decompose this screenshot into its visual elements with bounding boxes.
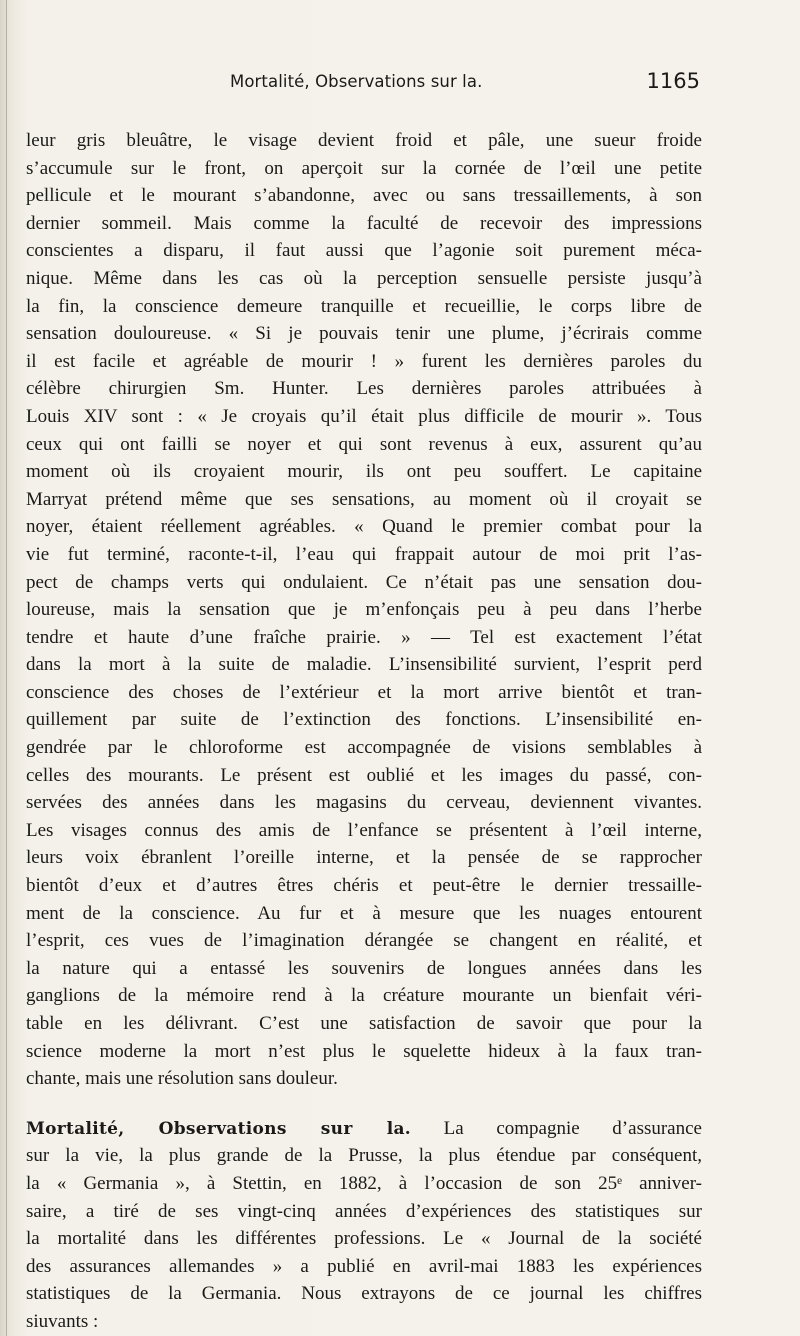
- text-line: dernier sommeil. Mais comme la faculté de recevoir des impressions: [26, 212, 702, 234]
- text-line: pect de champs verts qui ondulaient. Ce n’était pas une sensation dou-: [26, 571, 702, 593]
- text-line: vie fut terminé, raconte-t-il, l’eau qui frappait autour de moi prit l’as-: [26, 543, 702, 565]
- text-line: tendre et haute d’une fraîche prairie. » — Tel est exactement l’état: [26, 626, 702, 648]
- text-line: servées des années dans les magasins du cerveau, deviennent vivantes.: [26, 792, 702, 814]
- text-line: science moderne la mort n’est plus le squelette hideux à la faux tran-: [26, 1040, 702, 1062]
- text-line: la nature qui a entassé les souvenirs de longues années dans les: [26, 957, 702, 979]
- text-line: ceux qui ont failli se noyer et qui sont revenus à eux, assurent qu’au: [26, 433, 702, 455]
- text-line: leur gris bleuâtre, le visage devient froid et pâle, une sueur froide: [26, 130, 702, 151]
- body-text: [26, 127, 702, 1336]
- text-line: s’accumule sur le front, on aperçoit sur la cornée de l’œil une petite: [26, 157, 702, 179]
- text-line: l’esprit, ces vues de l’imagination dérangée se changent en réalité, et: [26, 930, 702, 952]
- text-line: conscientes a disparu, il faut aussi que l’agonie soit purement méca-: [26, 240, 702, 262]
- text-line: leurs voix ébranlent l’oreille interne, et la pensée de se rapprocher: [26, 847, 702, 869]
- text-line: conscience des choses de l’extérieur et la mort arrive bientôt et tran-: [26, 681, 702, 703]
- text-line: bientôt d’eux et d’autres êtres chéris et peut-être le dernier tressaille-: [26, 875, 702, 897]
- text-line: loureuse, mais la sensation que je m’enfonçais peu à peu dans l’herbe: [26, 599, 702, 621]
- text-line: sur la vie, la plus grande de la Prusse, la plus étendue par conséquent,: [26, 1145, 702, 1167]
- text-line: dans la mort à la suite de maladie. L’insensibilité survient, l’esprit perd: [26, 654, 702, 676]
- text-line: Les visages connus des amis de l’enfance se présentent à l’œil interne,: [26, 819, 702, 841]
- entry-first-line-text: La compagnie d’assurance: [411, 1117, 702, 1139]
- running-head: Mortalité, Observations sur la.: [230, 72, 483, 91]
- text-line: noyer, étaient réellement agréables. « Quand le premier combat pour la: [26, 516, 702, 538]
- paragraph-agonie: [26, 127, 702, 1093]
- paragraph-mortalite: [26, 1115, 702, 1336]
- text-line: Louis XIV sont : « Je croyais qu’il était plus difficile de mourir ». Tous: [26, 405, 702, 427]
- text-line: il est facile et agréable de mourir ! » furent les dernières paroles du: [26, 350, 702, 372]
- text-line: célèbre chirurgien Sm. Hunter. Les dernières paroles attribuées à: [26, 378, 702, 400]
- text-line: gendrée par le chloroforme est accompagnée de visions semblables à: [26, 737, 702, 759]
- text-line: ganglions de la mémoire rend à la créature mourante un bienfait véri-: [26, 985, 702, 1007]
- page-number: 1165: [646, 69, 700, 93]
- entry-title: Mortalité, Observations sur la.: [26, 1118, 411, 1139]
- text-line: la fin, la conscience demeure tranquille et recueillie, le corps libre de: [26, 295, 702, 317]
- page-header: [230, 69, 700, 102]
- text-line: des assurances allemandes » a publié en avril-mai 1883 les expériences: [26, 1255, 702, 1277]
- text-line: saire, a tiré de ses vingt-cinq années d’expériences des statistiques sur: [26, 1200, 702, 1222]
- text-line: table en les délivrant. C’est une satisfaction de savoir que pour la: [26, 1013, 702, 1034]
- entry-first-line: [26, 1115, 702, 1143]
- paragraph-spacer: [26, 1093, 702, 1115]
- text-line: chante, mais une résolution sans douleur.: [26, 1068, 338, 1090]
- binding-edge: [6, 0, 7, 1336]
- text-line: ment de la conscience. Au fur et à mesure que les nuages entourent: [26, 902, 702, 924]
- text-line: nique. Même dans les cas où la perception sensuelle persiste jusqu’à: [26, 267, 702, 289]
- text-line: la « Germania », à Stettin, en 1882, à l’occasion de son 25ᵉ anniver-: [26, 1172, 702, 1194]
- text-line: moment où ils croyaient mourir, ils ont peu souffert. Le capitaine: [26, 461, 702, 483]
- text-line: pellicule et le mourant s’abandonne, avec ou sans tressaillements, à son: [26, 185, 702, 207]
- text-line: la mortalité dans les différentes professions. Le « Journal de la société: [26, 1228, 702, 1250]
- text-line: Marryat prétend même que ses sensations, au moment où il croyait se: [26, 488, 702, 510]
- text-line: siuvants :: [26, 1310, 99, 1332]
- text-line: sensation douloureuse. « Si je pouvais tenir une plume, j’écrirais comme: [26, 323, 702, 345]
- text-line: statistiques de la Germania. Nous extrayons de ce journal les chiffres: [26, 1283, 702, 1305]
- text-line: celles des mourants. Le présent est oublié et les images du passé, con-: [26, 764, 702, 786]
- text-line: quillement par suite de l’extinction des fonctions. L’insensibilité en-: [26, 709, 702, 731]
